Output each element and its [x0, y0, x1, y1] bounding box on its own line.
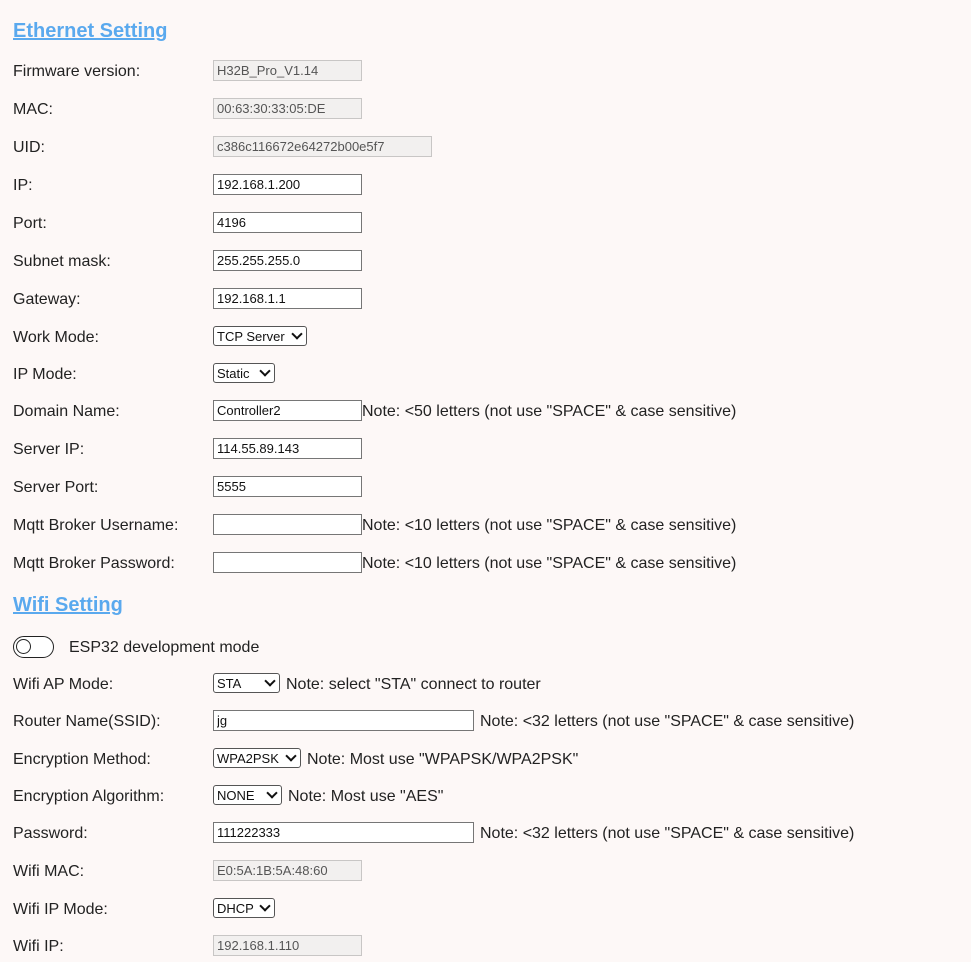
server-ip-row: [13, 438, 963, 462]
mqtt-username-row: [13, 514, 963, 538]
wifi-mac-field: [213, 860, 362, 881]
domain-input[interactable]: [213, 400, 362, 421]
ssid-row: [13, 710, 963, 734]
uid-row: [13, 136, 963, 160]
enc-algo-select[interactable]: [213, 785, 282, 805]
ip-input[interactable]: [213, 174, 362, 195]
mqtt-password-input[interactable]: [213, 552, 362, 573]
ap-mode-value: STA: [217, 675, 242, 691]
wifi-mac-row: [13, 860, 963, 884]
gateway-row: [13, 288, 963, 312]
mqtt-username-note: Note: <10 letters (not use "SPACE" & case sensitive): [362, 517, 737, 534]
mqtt-password-label: Mqtt Broker Password:: [13, 555, 175, 572]
password-label: Password:: [13, 825, 88, 842]
uid-label: UID:: [13, 139, 45, 156]
ap-mode-label: Wifi AP Mode:: [13, 676, 114, 693]
dev-mode-row: [13, 636, 963, 660]
work-mode-value: TCP Server: [217, 328, 285, 344]
server-ip-label: Server IP:: [13, 441, 85, 458]
port-label: Port:: [13, 215, 47, 232]
password-row: [13, 822, 963, 846]
mqtt-username-input[interactable]: [213, 514, 362, 535]
server-ip-input[interactable]: [213, 438, 362, 459]
dev-mode-label: ESP32 development mode: [69, 639, 260, 656]
port-input[interactable]: [213, 212, 362, 233]
enc-algo-value: NONE: [217, 787, 255, 803]
wifi-ip-field: [213, 935, 362, 956]
ap-mode-row: [13, 673, 963, 697]
enc-method-label: Encryption Method:: [13, 751, 151, 768]
ap-mode-note: Note: select "STA" connect to router: [286, 676, 541, 693]
enc-algo-row: [13, 785, 963, 809]
chevron-down-icon: [266, 787, 277, 798]
mac-field: [213, 98, 362, 119]
mqtt-username-label: Mqtt Broker Username:: [13, 517, 179, 534]
work-mode-row: [13, 326, 963, 350]
enc-method-note: Note: Most use "WPAPSK/WPA2PSK": [307, 751, 579, 768]
chevron-down-icon: [285, 750, 296, 761]
server-port-input[interactable]: [213, 476, 362, 497]
gateway-input[interactable]: [213, 288, 362, 309]
enc-algo-note: Note: Most use "AES": [288, 788, 444, 805]
firmware-row: [13, 60, 963, 84]
ip-row: [13, 174, 963, 198]
wifi-ip-mode-label: Wifi IP Mode:: [13, 901, 108, 918]
wifi-ip-mode-value: DHCP: [217, 900, 254, 916]
chevron-down-icon: [259, 365, 270, 376]
wifi-ip-mode-select[interactable]: [213, 898, 275, 918]
server-port-row: [13, 476, 963, 500]
subnet-row: [13, 250, 963, 274]
domain-note: Note: <50 letters (not use "SPACE" & case sensitive): [362, 403, 737, 420]
ip-mode-label: IP Mode:: [13, 366, 77, 383]
mqtt-password-note: Note: <10 letters (not use "SPACE" & case sensitive): [362, 555, 737, 572]
password-input[interactable]: [213, 822, 474, 843]
domain-label: Domain Name:: [13, 403, 120, 420]
ssid-label: Router Name(SSID):: [13, 713, 161, 730]
dev-mode-toggle[interactable]: [13, 636, 54, 658]
uid-field: [213, 136, 432, 157]
gateway-label: Gateway:: [13, 291, 81, 308]
server-port-label: Server Port:: [13, 479, 99, 496]
wifi-setting-heading: Wifi Setting: [13, 594, 123, 616]
chevron-down-icon: [291, 328, 302, 339]
enc-method-row: [13, 748, 963, 772]
wifi-mac-label: Wifi MAC:: [13, 863, 85, 880]
firmware-field: [213, 60, 362, 81]
mqtt-password-row: [13, 552, 963, 576]
ssid-note: Note: <32 letters (not use "SPACE" & case sensitive): [480, 713, 855, 730]
work-mode-label: Work Mode:: [13, 329, 99, 346]
subnet-input[interactable]: [213, 250, 362, 271]
ssid-input[interactable]: [213, 710, 474, 731]
enc-algo-label: Encryption Algorithm:: [13, 788, 165, 805]
subnet-label: Subnet mask:: [13, 253, 111, 270]
port-row: [13, 212, 963, 236]
wifi-ip-row: [13, 935, 963, 959]
firmware-label: Firmware version:: [13, 63, 141, 80]
chevron-down-icon: [264, 675, 275, 686]
enc-method-select[interactable]: [213, 748, 301, 768]
ethernet-setting-heading: Ethernet Setting: [13, 20, 168, 42]
ip-label: IP:: [13, 177, 33, 194]
chevron-down-icon: [259, 900, 270, 911]
ap-mode-select[interactable]: [213, 673, 280, 693]
wifi-ip-mode-row: [13, 898, 963, 922]
domain-row: [13, 400, 963, 424]
ip-mode-row: [13, 363, 963, 387]
password-note: Note: <32 letters (not use "SPACE" & case sensitive): [480, 825, 855, 842]
wifi-ip-label: Wifi IP:: [13, 938, 64, 955]
mac-label: MAC:: [13, 101, 53, 118]
enc-method-value: WPA2PSK: [217, 750, 279, 766]
work-mode-select[interactable]: [213, 326, 307, 346]
toggle-knob: [16, 639, 31, 654]
mac-row: [13, 98, 963, 122]
ip-mode-value: Static: [217, 365, 250, 381]
ip-mode-select[interactable]: [213, 363, 275, 383]
